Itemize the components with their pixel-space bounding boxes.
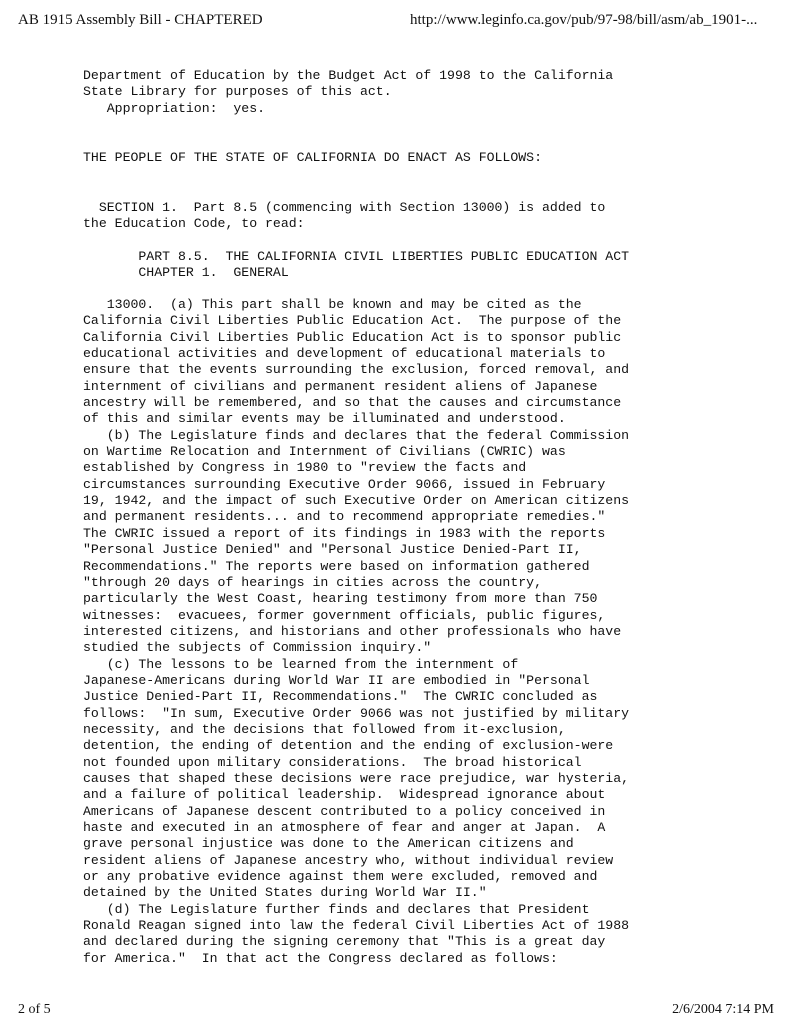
text-line: causes that shaped these decisions were race prejudice, war hysteria, — [83, 770, 630, 786]
text-line: circumstances surrounding Executive Order 9066, issued in February — [83, 476, 606, 492]
text-line: resident aliens of Japanese ancestry who, without individual review — [83, 852, 614, 868]
text-line: internment of civilians and permanent resident aliens of Japanese — [83, 378, 598, 394]
text-line: 13000. (a) This part shall be known and may be cited as the — [83, 297, 582, 312]
text-line: educational activities and development of educational materials to — [83, 346, 606, 362]
text-line: particularly the West Coast, hearing testimony from more than 750 — [83, 591, 598, 607]
text-line: (c) The lessons to be learned from the internment of — [83, 656, 519, 672]
text-line: "Personal Justice Denied" and "Personal Justice Denied-Part II, — [83, 542, 582, 558]
section-13000-body — [83, 297, 783, 967]
text-line: California Civil Liberties Public Education Act is to sponsor public — [83, 329, 622, 345]
text-line: ensure that the events surrounding the exclusion, forced removal, and — [83, 362, 630, 378]
text-line: of this and similar events may be illuminated and understood. — [83, 411, 566, 427]
part-heading-block — [83, 249, 783, 282]
text-line: necessity, and the decisions that followed from it-exclusion, — [83, 721, 566, 737]
text-line: and a failure of political leadership. Widespread ignorance about — [83, 787, 606, 803]
text-line: SECTION 1. Part 8.5 (commencing with Section 13000) is added to — [83, 200, 606, 215]
text-line: "through 20 days of hearings in cities across the country, — [83, 574, 542, 590]
text-line: California Civil Liberties Public Education Act. The purpose of the — [83, 313, 622, 329]
text-line: ancestry will be remembered, and so that the causes and circumstance — [83, 395, 622, 411]
text-line: the Education Code, to read: — [83, 216, 305, 232]
text-line: grave personal injustice was done to the American citizens and — [83, 836, 574, 852]
text-line: established by Congress in 1980 to "review the facts and — [83, 460, 527, 476]
print-datetime: 2/6/2004 7:14 PM — [672, 1002, 774, 1017]
intro-block — [83, 68, 783, 117]
text-line: follows: "In sum, Executive Order 9066 was not justified by military — [83, 705, 630, 721]
text-line: State Library for purposes of this act. — [83, 84, 392, 100]
text-line: CHAPTER 1. GENERAL — [83, 265, 289, 281]
text-line: or any probative evidence against them were excluded, removed and — [83, 869, 598, 885]
text-line: Justice Denied-Part II, Recommendations." The CWRIC concluded as — [83, 689, 598, 705]
text-line: on Wartime Relocation and Internment of Civilians (CWRIC) was — [83, 444, 566, 460]
text-line: Recommendations." The reports were based on information gathered — [83, 558, 590, 574]
page-header-url: http://www.leginfo.ca.gov/pub/97-98/bill/asm/ab_1901-... — [410, 12, 758, 28]
text-line: detained by the United States during World War II." — [83, 885, 487, 901]
text-line: Japanese-Americans during World War II are embodied in "Personal — [83, 672, 590, 688]
text-line: Ronald Reagan signed into law the federal Civil Liberties Act of 1988 — [83, 918, 630, 934]
text-line: detention, the ending of detention and the ending of exclusion-were — [83, 738, 614, 754]
text-line: not founded upon military considerations. The broad historical — [83, 754, 582, 770]
text-line: for America." In that act the Congress declared as follows: — [83, 950, 558, 966]
text-line: Department of Education by the Budget Act of 1998 to the California — [83, 68, 614, 83]
text-line: 19, 1942, and the impact of such Executive Order on American citizens — [83, 493, 630, 509]
text-line: studied the subjects of Commission inquiry." — [83, 640, 432, 656]
text-line: The CWRIC issued a report of its findings in 1983 with the reports — [83, 525, 606, 541]
text-line: Americans of Japanese descent contributed to a policy conceived in — [83, 803, 606, 819]
text-line: PART 8.5. THE CALIFORNIA CIVIL LIBERTIES PUBLIC EDUCATION ACT — [83, 249, 630, 264]
text-line: and declared during the signing ceremony that "This is a great day — [83, 934, 606, 950]
text-line: and permanent residents... and to recommend appropriate remedies." — [83, 509, 606, 525]
section-heading-block — [83, 200, 783, 233]
text-line: haste and executed in an atmosphere of fear and anger at Japan. A — [83, 820, 606, 835]
text-line: witnesses: evacuees, former government officials, public figures, — [83, 607, 606, 623]
text-line: (d) The Legislature further finds and declares that President — [83, 901, 590, 917]
page-header-title: AB 1915 Assembly Bill - CHAPTERED — [18, 12, 263, 28]
text-line: interested citizens, and historians and other professionals who have — [83, 623, 622, 639]
text-line: Appropriation: yes. — [83, 100, 266, 116]
page-number: 2 of 5 — [18, 1002, 51, 1017]
text-line: (b) The Legislature finds and declares that the federal Commission — [83, 427, 630, 443]
enacting-clause: THE PEOPLE OF THE STATE OF CALIFORNIA DO ENACT AS FOLLOWS: — [83, 150, 542, 165]
